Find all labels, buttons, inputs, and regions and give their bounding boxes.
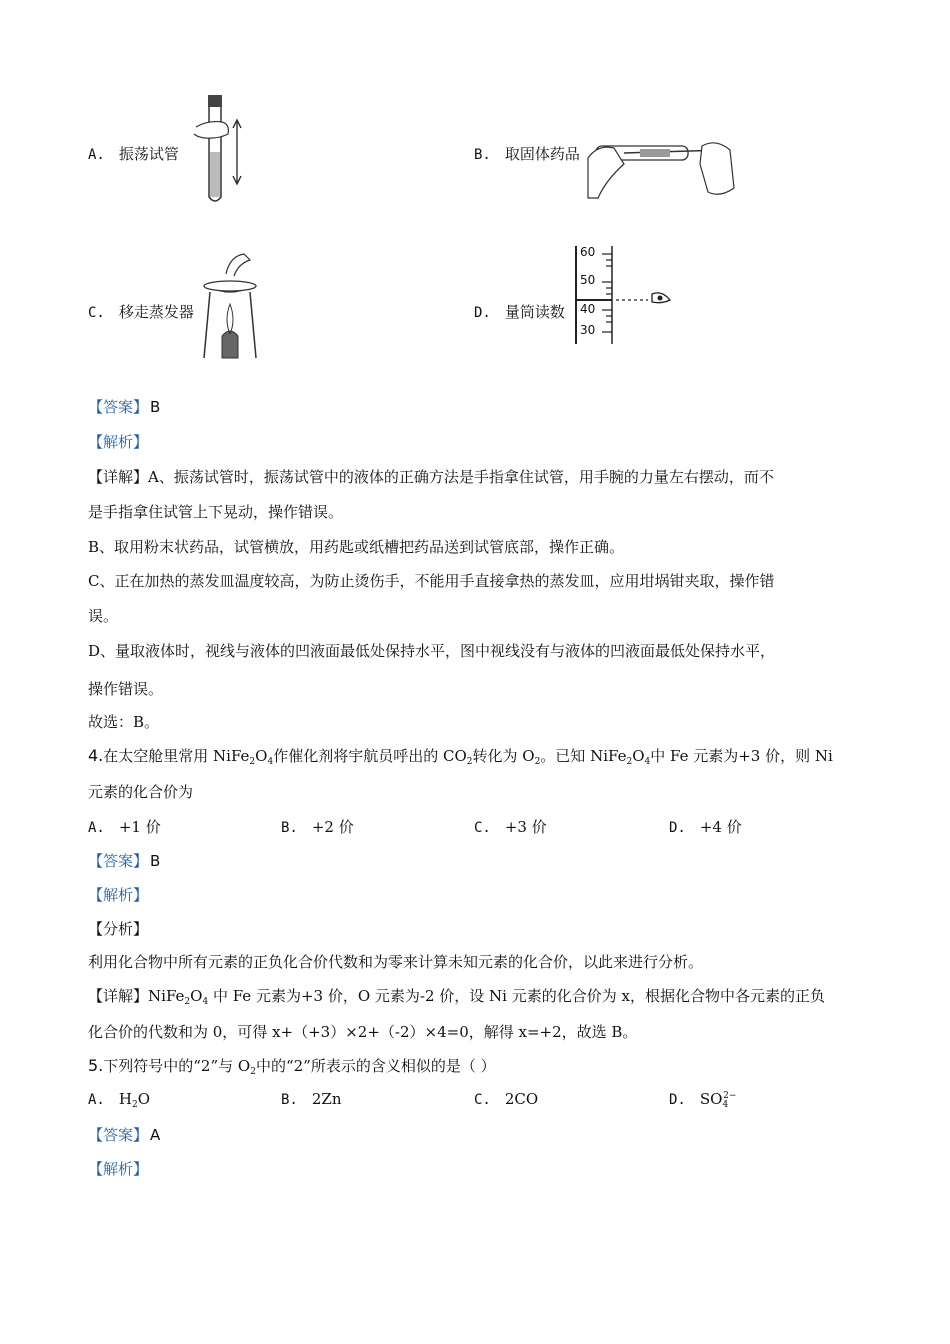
subscript: 4 — [202, 997, 209, 1007]
q4-detail-line1 — [88, 985, 825, 1007]
take-solid-figure — [584, 128, 744, 206]
option-letter: C. — [474, 1092, 491, 1108]
option-text: +2 价 — [311, 818, 354, 836]
option-letter: A. — [88, 147, 105, 163]
q5-option-c[interactable] — [474, 1090, 538, 1108]
q3-detail-line5: 误。 — [88, 607, 119, 625]
cylinder-tick-50: 50 — [580, 273, 596, 287]
option-text: 振荡试管 — [118, 145, 179, 163]
q3-option-c[interactable] — [88, 301, 194, 322]
stem-part: 转化为 O — [472, 747, 535, 765]
subscript: 4 — [722, 1100, 729, 1110]
stem-part: 在太空舱里常用 NiFe — [103, 747, 250, 765]
q4-analysis-tag: 【解析】 — [88, 886, 149, 904]
detail-part: 中 Fe 元素为+3 价，O 元素为-2 价，设 Ni 元素的化合价为 x，根据化合物中各元素的正负 — [208, 987, 825, 1005]
q3-option-a[interactable] — [88, 143, 179, 164]
option-text: +4 价 — [699, 818, 742, 836]
option-text: 2Zn — [311, 1090, 342, 1108]
option-text: 取固体药品 — [504, 145, 580, 163]
subscript: 2 — [131, 1100, 138, 1110]
subscript: 2 — [466, 757, 473, 767]
detail-tag: 【详解】 — [88, 987, 149, 1005]
option-letter: D. — [474, 305, 491, 321]
q3-option-d[interactable] — [474, 301, 565, 322]
q5-option-a[interactable] — [88, 1090, 150, 1110]
option-text: +3 价 — [504, 818, 547, 836]
q5-option-d[interactable] — [669, 1090, 736, 1110]
subscript: 4 — [644, 757, 651, 767]
subscript: 2 — [184, 997, 191, 1007]
option-text: 移走蒸发器 — [118, 303, 194, 321]
q4-stem-line2: 元素的化合价为 — [88, 783, 194, 801]
question-number: 5. — [88, 1056, 104, 1075]
q3-detail-line7: 操作错误。 — [88, 680, 164, 698]
q4-option-a[interactable] — [88, 816, 161, 837]
stem-part: O — [255, 747, 268, 765]
q5-analysis-tag: 【解析】 — [88, 1160, 149, 1178]
answer-value: B — [150, 852, 161, 870]
option-letter: A. — [88, 820, 105, 836]
superscript: 2− — [723, 1091, 737, 1101]
evaporating-dish-figure — [200, 252, 260, 362]
stem-part: 下列符号中的“2”与 O — [103, 1057, 251, 1075]
q4-detail-line2: 化合价的代数和为 0，可得 x+（+3）×2+（-2）×4=0，解得 x=+2，故选 B。 — [88, 1023, 638, 1041]
cylinder-tick-40: 40 — [580, 302, 596, 316]
q4-stem-line1 — [88, 745, 833, 767]
option-letter: D. — [669, 1092, 686, 1108]
stem-part: O — [632, 747, 645, 765]
subscript: 4 — [267, 757, 274, 767]
q3-option-b[interactable] — [474, 143, 580, 164]
cylinder-tick-60: 60 — [580, 245, 596, 259]
q3-detail-line2: 是手指拿住试管上下晃动，操作错误。 — [88, 503, 344, 521]
q3-detail-line1 — [88, 466, 774, 487]
q3-detail-line6: D、量取液体时，视线与液体的凹液面最低处保持水平，图中视线没有与液体的凹液面最低处保持水平， — [88, 642, 776, 660]
detail-part: O — [190, 987, 203, 1005]
option-letter: B. — [474, 147, 491, 163]
q5-stem — [88, 1055, 496, 1077]
option-text: 2CO — [504, 1090, 539, 1108]
option-text: H — [118, 1090, 132, 1108]
stem-part: 中 Fe 元素为+3 价，则 Ni — [650, 747, 833, 765]
answer-value: A — [150, 1126, 161, 1144]
q4-option-b[interactable] — [281, 816, 354, 837]
shake-test-tube-figure — [190, 92, 250, 207]
option-letter: A. — [88, 1092, 105, 1108]
q4-fenxi-tag: 【分析】 — [88, 920, 149, 938]
answer-tag: 【答案】 — [88, 1126, 149, 1144]
question-number: 4. — [88, 746, 104, 765]
option-text: +1 价 — [118, 818, 161, 836]
option-letter: B. — [281, 1092, 298, 1108]
q3-answer — [88, 396, 160, 417]
detail-text: A、振荡试管时，振荡试管中的液体的正确方法是手指拿住试管，用手腕的力量左右摆动，而不 — [148, 468, 774, 486]
subscript: 2 — [534, 757, 541, 767]
q5-answer — [88, 1124, 160, 1145]
option-letter: B. — [281, 820, 298, 836]
q3-detail-line4: C、正在加热的蒸发皿温度较高，为防止烫伤手，不能用手直接拿热的蒸发皿，应用坩埚钳夹取，操作错 — [88, 572, 775, 590]
option-letter: C. — [88, 305, 105, 321]
option-text: SO — [699, 1090, 723, 1108]
stem-part: 。已知 NiFe — [540, 747, 627, 765]
q3-analysis-tag: 【解析】 — [88, 433, 149, 451]
option-letter: C. — [474, 820, 491, 836]
answer-value: B — [150, 398, 161, 416]
q4-answer — [88, 850, 160, 871]
answer-tag: 【答案】 — [88, 398, 149, 416]
q4-fenxi-text: 利用化合物中所有元素的正负化合价代数和为零来计算未知元素的化合价，以此来进行分析。 — [88, 953, 704, 971]
stem-part: 作催化剂将宇航员呼出的 CO — [273, 747, 467, 765]
detail-part: NiFe — [148, 987, 185, 1005]
detail-tag: 【详解】 — [88, 468, 149, 486]
subscript: 2 — [626, 757, 633, 767]
q5-option-b[interactable] — [281, 1090, 342, 1108]
q3-detail-line3: B、取用粉末状药品，试管横放，用药匙或纸槽把药品送到试管底部，操作正确。 — [88, 538, 625, 556]
stem-part: 中的“2”所表示的含义相似的是（ ） — [255, 1057, 496, 1075]
q3-conclusion: 故选：B。 — [88, 713, 160, 731]
subscript: 2 — [250, 1067, 256, 1077]
cylinder-tick-30: 30 — [580, 323, 596, 337]
q4-option-d[interactable] — [669, 816, 742, 837]
option-text: O — [137, 1090, 150, 1108]
option-letter: D. — [669, 820, 686, 836]
subscript: 2 — [249, 757, 256, 767]
q4-option-c[interactable] — [474, 816, 547, 837]
answer-tag: 【答案】 — [88, 852, 149, 870]
option-text: 量筒读数 — [504, 303, 565, 321]
